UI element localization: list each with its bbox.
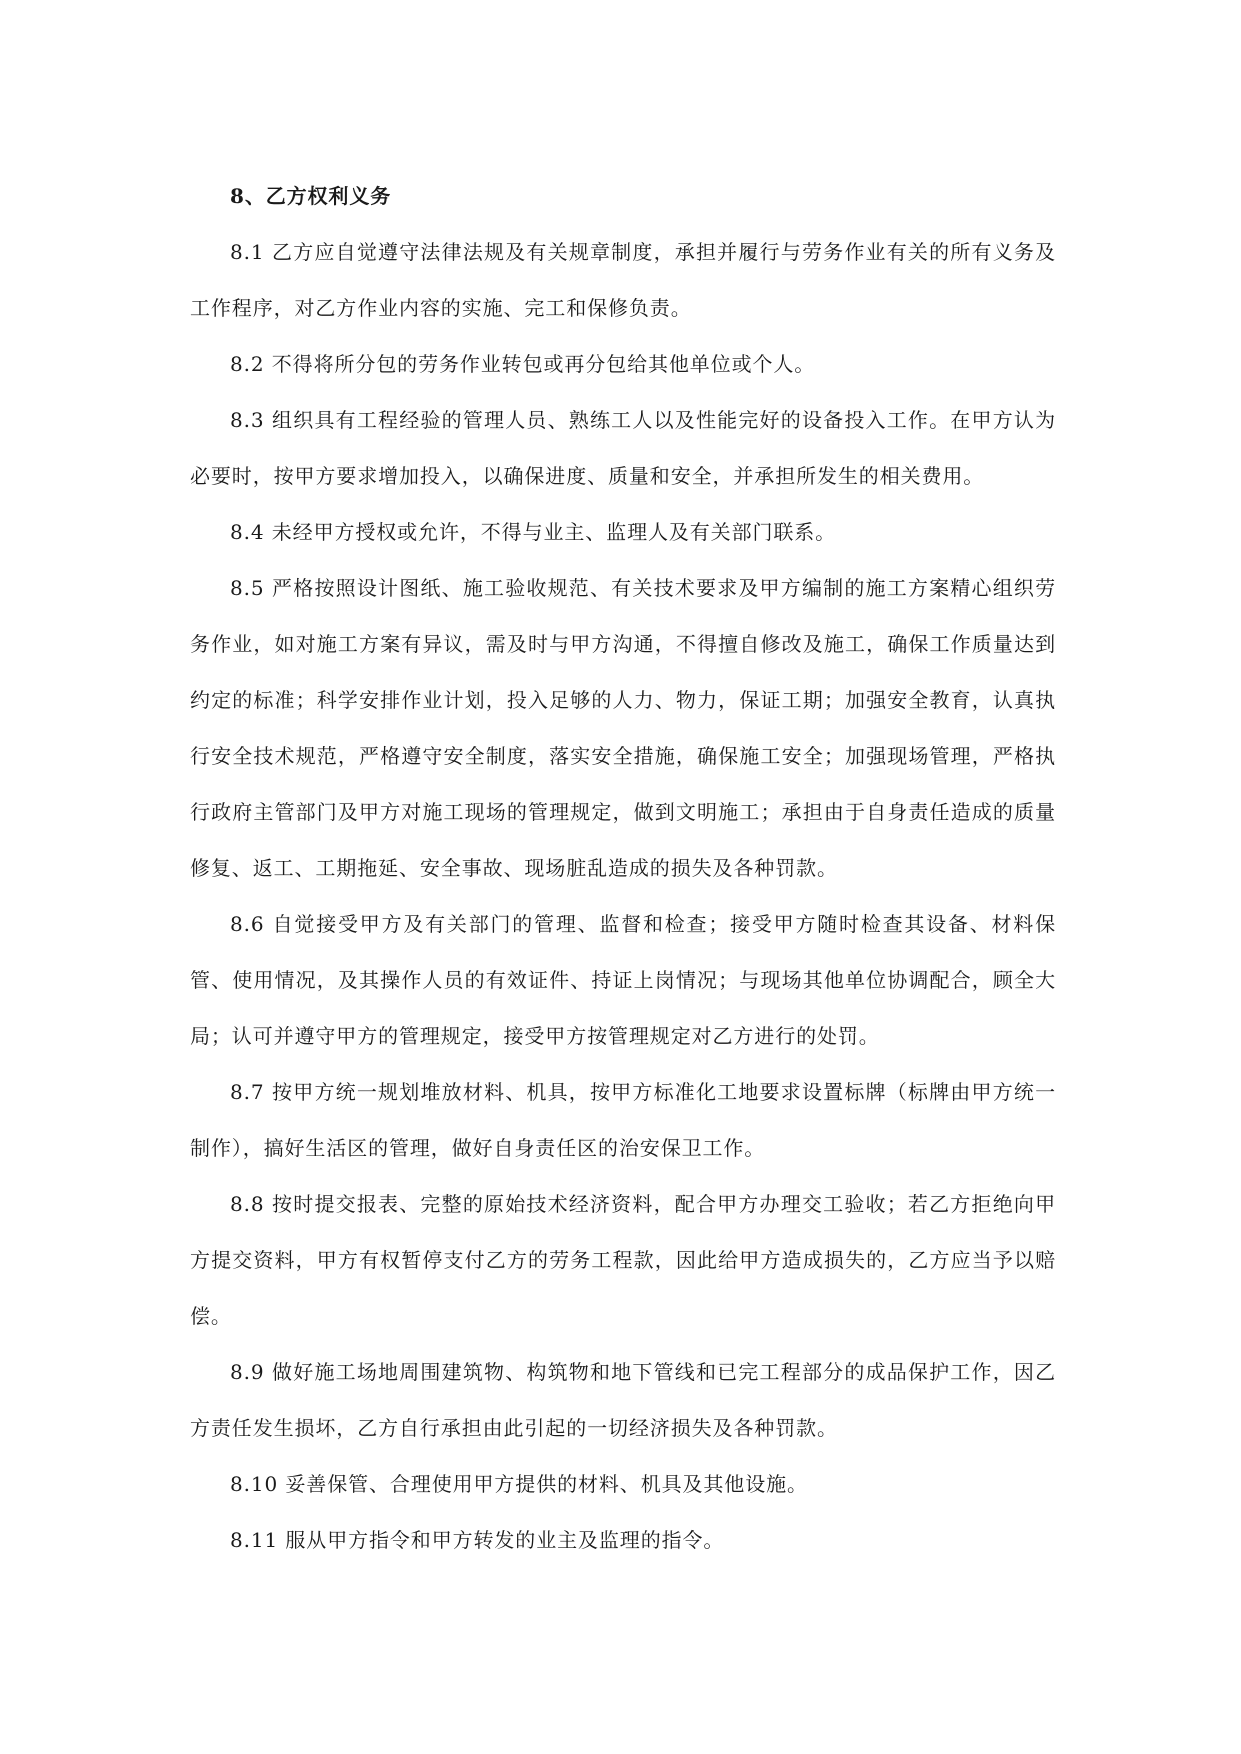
document-body [190, 168, 1056, 1568]
clause-8-11: 8.11 服从甲方指令和甲方转发的业主及监理的指令。 [230, 1528, 725, 1552]
clause-8-8: 8.8 按时提交报表、完整的原始技术经济资料，配合甲方办理交工验收；若乙方拒绝向甲方提交资料，甲方有权暂停支付乙方的劳务工程款，因此给甲方造成损失的，乙方应当予以赔偿。 [190, 1192, 1056, 1328]
clause-8-10: 8.10 妥善保管、合理使用甲方提供的材料、机具及其他设施。 [230, 1472, 808, 1496]
clause-8-6: 8.6 自觉接受甲方及有关部门的管理、监督和检查；接受甲方随时检查其设备、材料保管、使用情况，及其操作人员的有效证件、持证上岗情况；与现场其他单位协调配合，顾全大局；认可并遵守甲方的管理规定，接受甲方按管理规定对乙方进行的处罚。 [190, 912, 1056, 1048]
clause-8-3: 8.3 组织具有工程经验的管理人员、熟练工人以及性能完好的设备投入工作。在甲方认为必要时，按甲方要求增加投入，以确保进度、质量和安全，并承担所发生的相关费用。 [190, 408, 1056, 488]
clause-8-4: 8.4 未经甲方授权或允许，不得与业主、监理人及有关部门联系。 [230, 520, 837, 544]
clause-8-2: 8.2 不得将所分包的劳务作业转包或再分包给其他单位或个人。 [230, 352, 816, 376]
clause-8-7: 8.7 按甲方统一规划堆放材料、机具，按甲方标准化工地要求设置标牌（标牌由甲方统一制作），搞好生活区的管理，做好自身责任区的治安保卫工作。 [190, 1080, 1056, 1160]
section-heading: 8、乙方权利义务 [230, 184, 392, 208]
clause-8-9: 8.9 做好施工场地周围建筑物、构筑物和地下管线和已完工程部分的成品保护工作，因乙方责任发生损坏，乙方自行承担由此引起的一切经济损失及各种罚款。 [190, 1360, 1056, 1440]
clause-8-1: 8.1 乙方应自觉遵守法律法规及有关规章制度，承担并履行与劳务作业有关的所有义务及工作程序，对乙方作业内容的实施、完工和保修负责。 [190, 240, 1056, 320]
clause-8-5: 8.5 严格按照设计图纸、施工验收规范、有关技术要求及甲方编制的施工方案精心组织劳务作业，如对施工方案有异议，需及时与甲方沟通，不得擅自修改及施工，确保工作质量达到约定的标准；科学安排作业计划，投入足够的人力、物力，保证工期；加强安全教育，认真执行安全技术规范，严格遵守安全制度，落实安全措施，确保施工安全；加强现场管理，严格执行政府主管部门及甲方对施工现场的管理规定，做到文明施工；承担由于自身责任造成的质量修复、返工、工期拖延、安全事故、现场脏乱造成的损失及各种罚款。 [190, 576, 1056, 880]
